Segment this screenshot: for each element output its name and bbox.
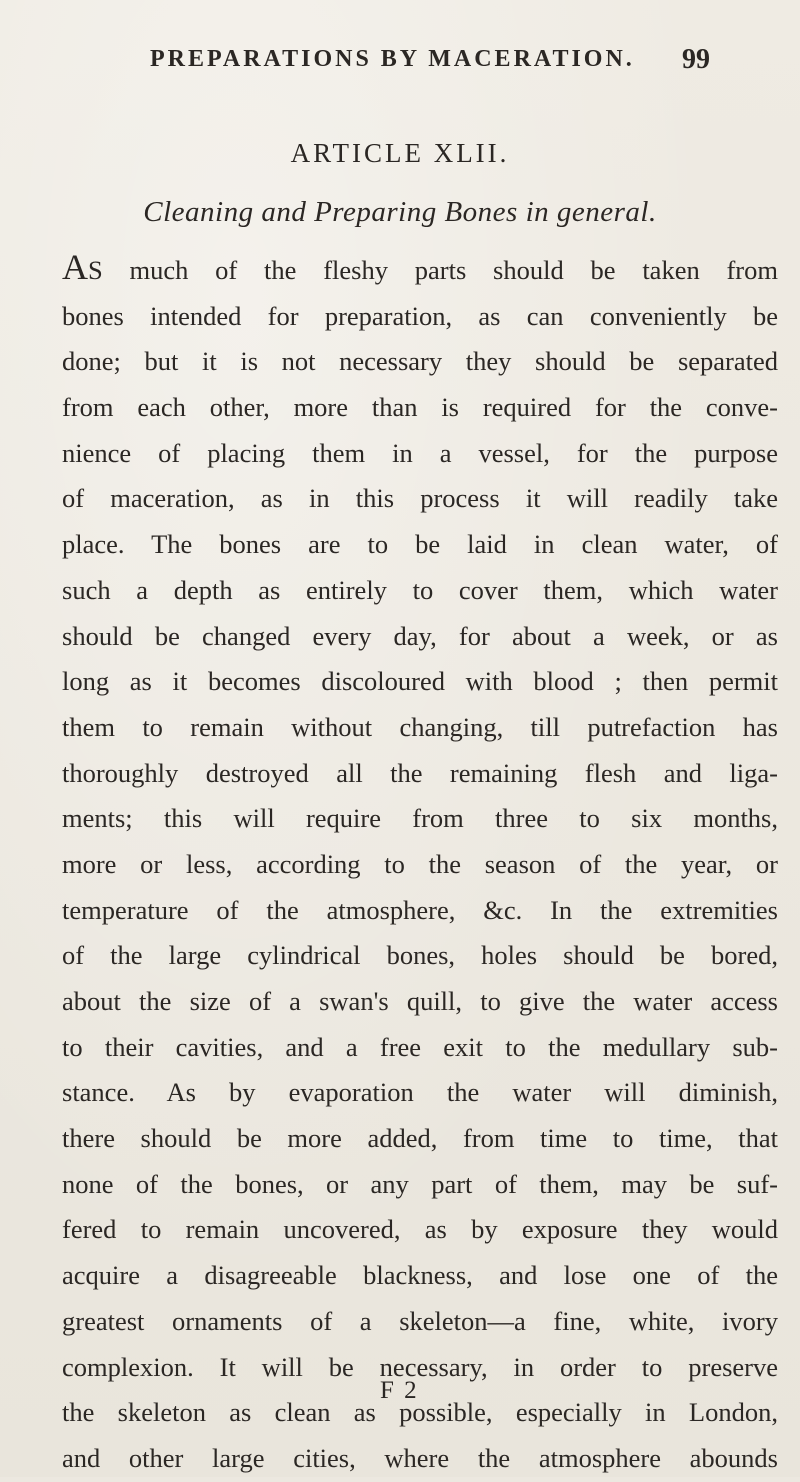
body-line: of the large cylindrical bones, holes should be bored, <box>62 940 778 971</box>
signature-mark: F 2 <box>380 1377 419 1404</box>
body-line: and other large cities, where the atmosphere abounds <box>62 1442 778 1473</box>
article-subtitle: Cleaning and Preparing Bones in general. <box>143 196 657 228</box>
drop-cap: A <box>62 247 88 287</box>
body-line: place. The bones are to be laid in clean water, of <box>62 529 778 560</box>
body-line: thoroughly destroyed all the remaining flesh and liga- <box>62 757 778 788</box>
body-line: none of the bones, or any part of them, may be suf- <box>62 1168 778 1199</box>
body-line: more or less, according to the season of the year, or <box>62 848 778 879</box>
body-line: ments; this will require from three to six months, <box>62 803 778 834</box>
body-line: of maceration, as in this process it will readily take <box>62 483 778 514</box>
body-line: the skeleton as clean as possible, especially in London, <box>62 1397 778 1428</box>
body-line: about the size of a swan's quill, to give the water access <box>62 986 778 1016</box>
body-line: there should be more added, from time to time, that <box>62 1123 778 1154</box>
body-line: from each other, more than is required for the conve- <box>62 392 778 423</box>
body-line-text: S much of the fleshy parts should be taken from <box>88 255 778 285</box>
body-line: acquire a disagreeable blackness, and lose one of the <box>62 1260 778 1291</box>
body-line: bones intended for preparation, as can conveniently be <box>62 300 778 331</box>
running-title: PREPARATIONS BY MACERATION. <box>150 46 635 72</box>
body-line: fered to remain uncovered, as by exposure they would <box>62 1214 778 1245</box>
body-line: long as it becomes discoloured with blood ; then permit <box>62 666 778 697</box>
body-line: greatest ornaments of a skeleton—a fine, white, ivory <box>62 1305 778 1336</box>
running-head <box>150 46 710 86</box>
body-line <box>62 248 778 294</box>
body-line: such a depth as entirely to cover them, which water <box>62 574 778 605</box>
page-number: 99 <box>682 44 710 75</box>
body-line: done; but it is not necessary they should be separated <box>62 346 778 377</box>
body-text <box>62 248 778 1482</box>
body-line: stance. As by evaporation the water will diminish, <box>62 1077 778 1108</box>
body-line: temperature of the atmosphere, &c. In the extremities <box>62 894 778 925</box>
body-line: nience of placing them in a vessel, for the purpose <box>62 437 778 468</box>
body-line: complexion. It will be necessary, in order to preserve <box>62 1351 778 1382</box>
body-line: should be changed every day, for about a week, or as <box>62 620 778 651</box>
body-line: them to remain without changing, till putrefaction has <box>62 711 778 742</box>
article-heading: ARTICLE XLII. <box>290 138 510 168</box>
body-line: to their cavities, and a free exit to the medullary sub- <box>62 1031 778 1062</box>
